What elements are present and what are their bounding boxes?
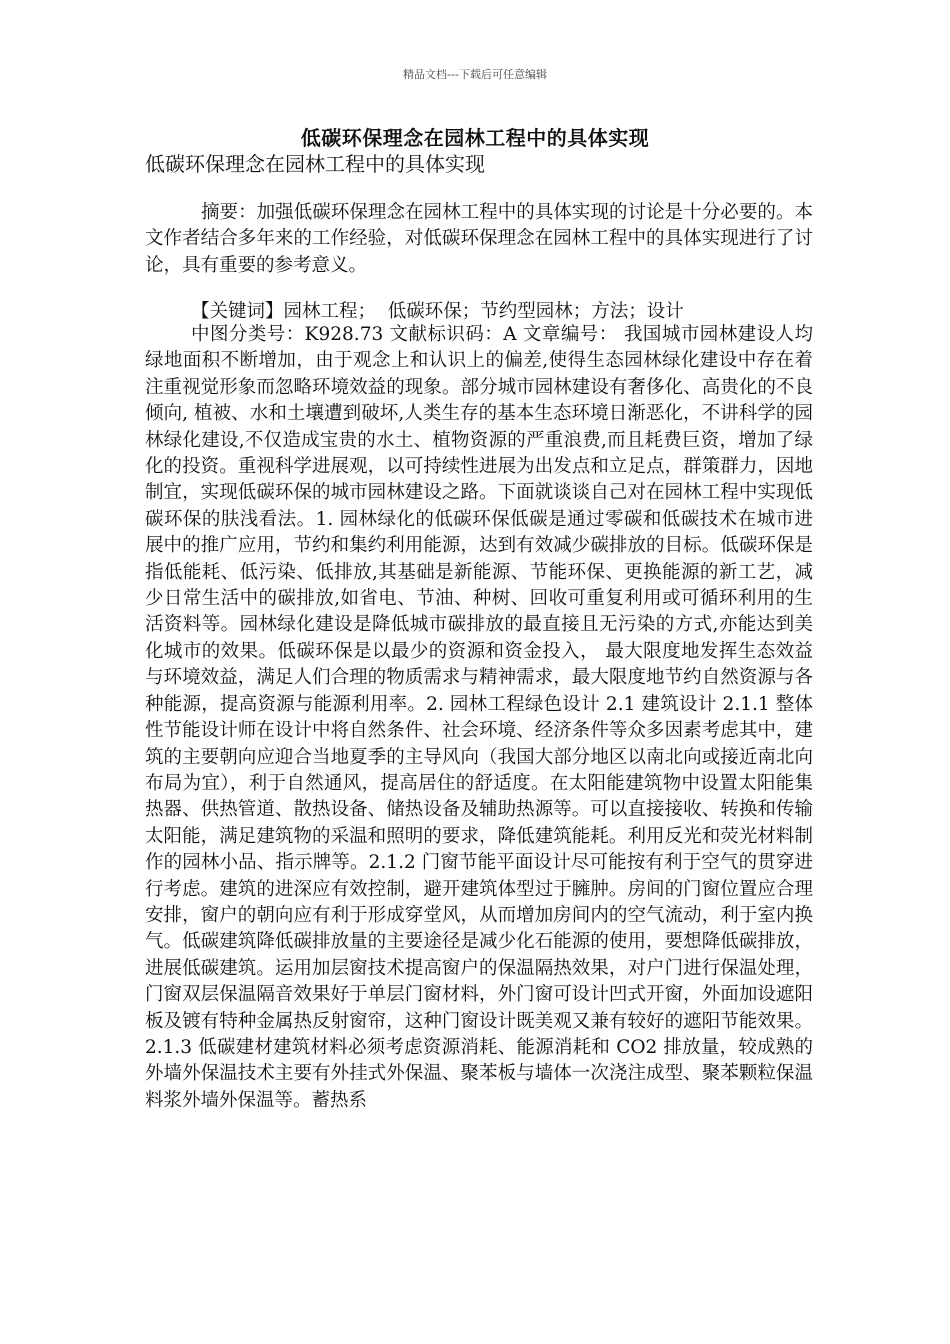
document-title: 低碳环保理念在园林工程中的具体实现 xyxy=(300,126,650,150)
abstract-paragraph: 摘要：加强低碳环保理念在园林工程中的具体实现的讨论是十分必要的。本文作者结合多年来的工作经验，对低碳环保理念在园林工程中的具体实现进行了讨论，具有重要的参考意义。 xyxy=(145,202,813,276)
body-paragraph: 中图分类号：K928.73 文献标识码：A 文章编号： 我国城市园林建设人均绿地面积不断增加，由于观念上和认识上的偏差,使得生态园林绿化建设中存在着注重视觉形象而忽略环境效益的现象。部分城市园林建设有奢侈化、高贵化的不良倾向, 植被、水和土壤遭到破坏,人类生存的基本生态环境日渐恶化，不讲科学的园林绿化建设,不仅造成宝贵的水土、植物资源的严重浪费,而且耗费巨资，增加了绿化的投资。重视科学进展观，以可持续性进展为出发点和立足点，群策群力，因地制宜，实现低碳环保的城市园林建设之路。下面就谈谈自己对在园林工程中实现低碳环保的肤浅看法。1. 园林绿化的低碳环保低碳是通过零碳和低碳技术在城市进展中的推广应用，节约和集约利用能源，达到有效减少碳排放的目标。低碳环保是指低能耗、低污染、低排放,其基础是新能源、节能环保、更换能源的新工艺，减少日常生活中的碳排放,如省电、节油、种树、回收可重复利用或可循环利用的生活资料等。园林绿化建设是降低城市碳排放的最直接且无污染的方式,亦能达到美化城市的效果。低碳环保是以最少的资源和资金投入， 最大限度地发挥生态效益与环境效益，满足人们合理的物质需求与精神需求，最大限度地节约自然资源与各种能源，提高资源与能源利用率。2. 园林工程绿色设计 2.1 建筑设计 2.1.1 整体性节能设计师在设计中将自然条件、社会环境、经济条件等众多因素考虑其中，建筑的主要朝向应迎合当地夏季的主导风向（我国大部分地区以南北向或接近南北向布局为宜），利于自然通风，提高居住的舒适度。在太阳能建筑物中设置太阳能集热器、供热管道、散热设备、储热设备及辅助热源等。可以直接接收、转换和传输太阳能，满足建筑物的采温和照明的要求，降低建筑能耗。利用反光和荧光材料制作的园林小品、指示牌等。2.1.2 门窗节能平面设计尽可能按有利于空气的贯穿进行考虑。建筑的进深应有效控制，避开建筑体型过于臃肿。房间的门窗位置应合理安排，窗户的朝向应有利于形成穿堂风，从而增加房间内的空气流动，利于室内换气。低碳建筑降低碳排放量的主要途径是减少化石能源的使用，要想降低碳排放，进展低碳建筑。运用加层窗技术提高窗户的保温隔热效果，对户门进行保温处理，门窗双层保温隔音效果好于单层门窗材料，外门窗可设计凹式开窗，外面加设遮阳板及镀有特种金属热反射窗帘，这种门窗设计既美观又兼有较好的遮阳节能效果。2.1.3 低碳建材建筑材料必须考虑资源消耗、能源消耗和 CO2 排放量，较成熟的外墙外保温技术主要有外挂式外保温、聚苯板与墙体一次浇注成型、聚苯颗粒保温料浆外墙外保温等。蓄热系 xyxy=(145,324,813,1111)
page-header-note: 精品文档---下载后可任意编辑 xyxy=(403,68,547,81)
document-subtitle: 低碳环保理念在园林工程中的具体实现 xyxy=(145,152,485,176)
keywords-line: 【关键词】园林工程； 低碳环保；节约型园林；方法；设计 xyxy=(191,301,684,322)
